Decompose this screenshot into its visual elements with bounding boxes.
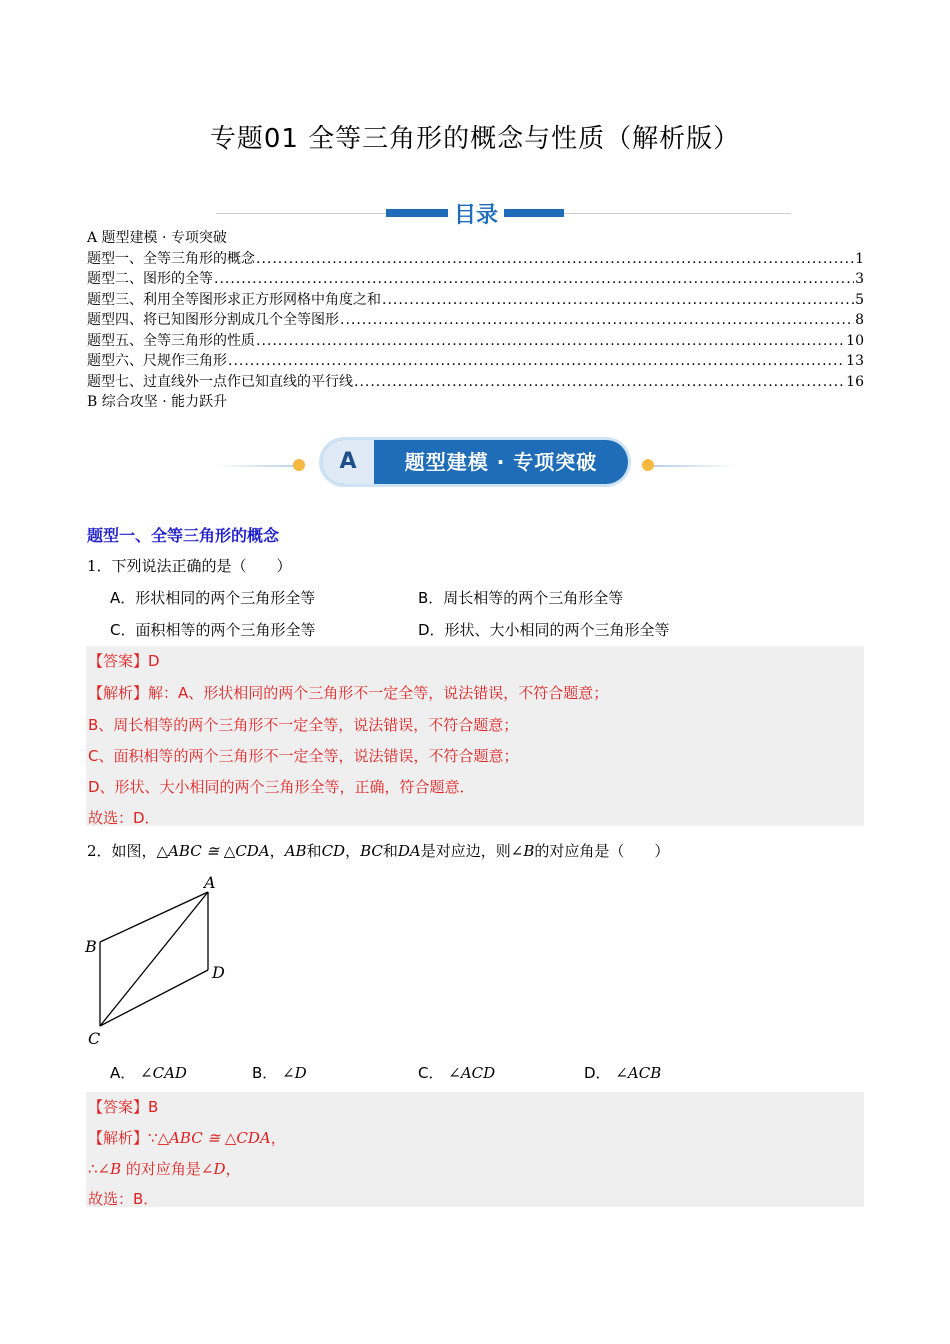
q2-answer: 【答案】B — [88, 1098, 159, 1116]
segment-ac — [100, 892, 208, 1026]
toc-item[interactable]: 题型二、图形的全等 ..... 3 — [87, 269, 864, 290]
toc-item[interactable]: 题型一、全等三角形的概念 ..... 1 — [87, 249, 864, 270]
q1-analysis-line: D、形状、大小相同的两个三角形全等，正确，符合题意． — [88, 778, 475, 796]
toc-bar-right — [504, 209, 564, 217]
q1-stem: 1．下列说法正确的是（ ） — [87, 557, 292, 575]
parallelogram-figure — [84, 872, 244, 1052]
banner-line-left — [215, 465, 300, 467]
q1-option-d: D．形状、大小相同的两个三角形全等 — [418, 621, 670, 639]
q1-answer-box — [86, 646, 864, 826]
toc-item[interactable]: 题型五、全等三角形的性质 ..... 10 — [87, 331, 864, 352]
toc-bar-left — [386, 209, 448, 217]
segment-ab — [100, 892, 208, 942]
toc-item[interactable]: 题型七、过直线外一点作已知直线的平行线 ..... 16 — [87, 372, 864, 393]
toc-heading: 目录 — [448, 198, 504, 229]
toc-item[interactable]: 题型三、利用全等图形求正方形网格中角度之和 ..... 5 — [87, 290, 864, 311]
q1-analysis-line: 【解析】解：A、形状相同的两个三角形不一定全等，说法错误，不符合题意； — [88, 684, 609, 702]
q2-stem: 2．如图，△ABC ≅ △CDA，AB和CD，BC和DA是对应边，则∠B的对应角是（ ） — [87, 842, 670, 860]
q2-option-c: C． ∠ACD — [418, 1064, 496, 1082]
banner-line-right — [654, 465, 739, 467]
toc-section-a[interactable]: A 题型建模 · 专项突破 — [87, 230, 227, 246]
q1-answer: 【答案】D — [88, 652, 160, 670]
segment-cd — [100, 970, 208, 1026]
q2-option-a: A． ∠CAD — [110, 1064, 187, 1082]
q1-analysis-line: B、周长相等的两个三角形不一定全等，说法错误，不符合题意； — [88, 716, 519, 734]
section-title: 题型一、全等三角形的概念 — [87, 526, 280, 545]
label-c: C — [88, 1029, 101, 1048]
q1-analysis-line: C、面积相等的两个三角形不一定全等，说法错误，不符合题意； — [88, 747, 519, 765]
banner-text: 题型建模 · 专项突破 — [404, 450, 598, 474]
table-of-contents — [87, 228, 864, 413]
section-banner — [322, 440, 628, 484]
q1-option-c: C．面积相等的两个三角形全等 — [110, 621, 316, 639]
toc-item[interactable]: 题型六、尺规作三角形 ..... 13 — [87, 351, 864, 372]
toc-section-b[interactable]: B 综合攻坚 · 能力跃升 — [87, 394, 228, 410]
q2-conclusion: 故选：B． — [88, 1190, 159, 1208]
banner-dot-left — [293, 459, 305, 471]
q1-option-b: B．周长相等的两个三角形全等 — [418, 589, 624, 607]
banner-letter: A — [322, 440, 374, 484]
label-b: B — [85, 937, 97, 956]
toc-item[interactable]: 题型四、将已知图形分割成几个全等图形 ..... 8 — [87, 310, 864, 331]
q2-analysis-line: 【解析】∵△ABC ≅ △CDA， — [88, 1129, 286, 1147]
q2-answer-box — [86, 1092, 864, 1207]
toc-header — [216, 198, 791, 228]
q2-analysis-line: ∴∠B 的对应角是∠D， — [88, 1160, 241, 1178]
label-a: A — [204, 873, 216, 892]
q1-option-a: A．形状相同的两个三角形全等 — [110, 589, 316, 607]
q2-option-b: B． ∠D — [252, 1064, 307, 1082]
label-d: D — [212, 963, 225, 982]
page-title: 专题01 全等三角形的概念与性质（解析版） — [209, 124, 741, 154]
q2-option-d: D． ∠ACB — [584, 1064, 662, 1082]
q1-conclusion: 故选：D． — [88, 809, 160, 827]
banner-dot-right — [642, 459, 654, 471]
